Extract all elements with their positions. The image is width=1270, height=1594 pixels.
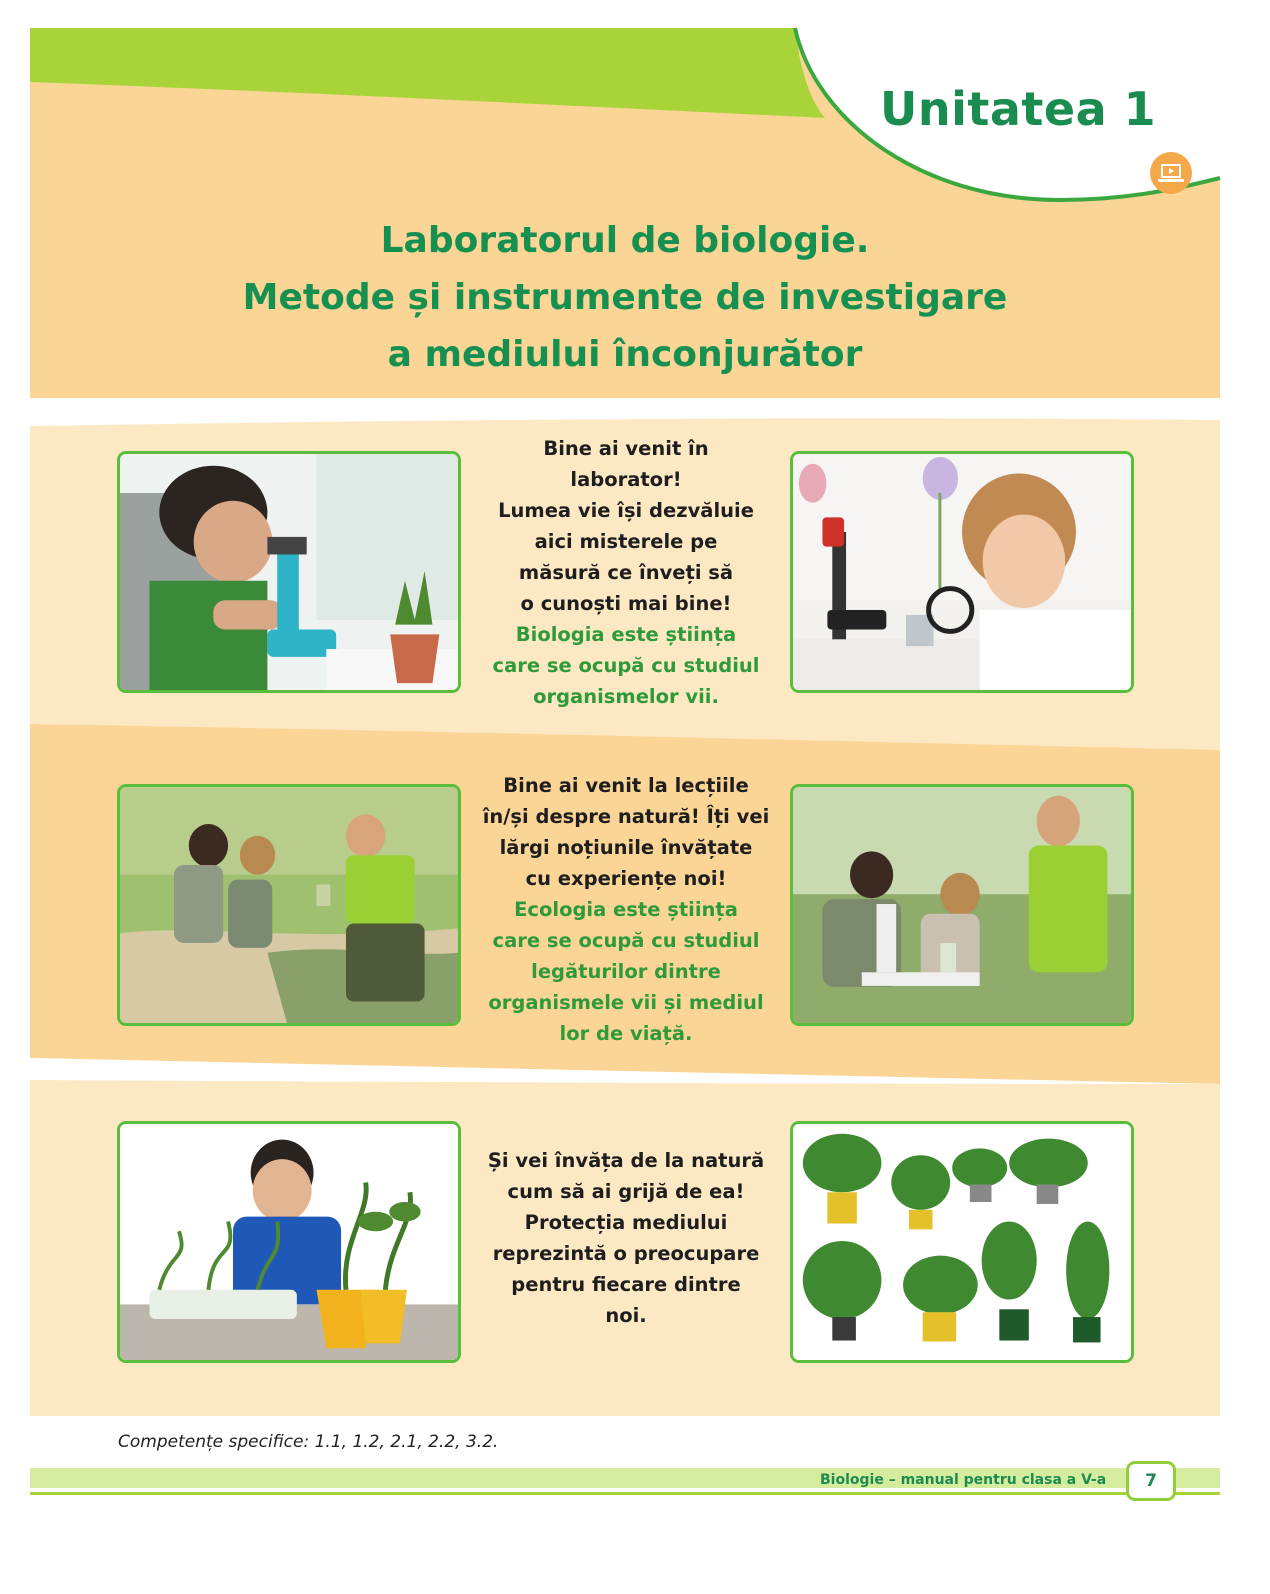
children-teacher-pond-photo [117,784,461,1026]
page-number: 7 [1126,1461,1176,1501]
laptop-icon[interactable] [1150,152,1192,194]
page-title [150,212,1100,383]
girl-with-magnifier-photo [790,451,1134,693]
boy-with-sprouts-photo [117,1121,461,1363]
book-title: Biologie – manual pentru clasa a V-a [820,1472,1107,1488]
title-line-2: Metode și instrumente de investigare [242,277,1008,318]
unit-title: Unitatea 1 [880,82,1157,136]
boy-with-microscope-photo [117,451,461,693]
potted-plants-photo [790,1121,1134,1363]
intro-text-3: Și vei învăța de la natură cum să ai grijă de ea! Protecția mediului reprezintă o preocupare pentru fiecare dintre noi. [487,1149,765,1327]
children-microscope-outdoor-photo [790,784,1134,1026]
intro-text-1: Bine ai venit în laborator! Lumea vie își dezvăluie aici misterele pe măsură ce înveți să o cunoști mai bine! Biologia este știința care se ocupă cu studiul organismelor vii. [492,437,760,708]
title-line-1: Laboratorul de biologie. [380,220,870,261]
intro-text-2: Bine ai venit la lecțiile în/și despre natură! Îți vei lărgi noțiunile învățate cu experiențe noi! Ecologia este știința care se ocupă cu studiul legăturilor dintre organismele vii și mediul lor de viață. [482,774,770,1045]
specific-competences: Competențe specifice: 1.1, 1.2, 2.1, 2.2, 3.2. [118,1432,499,1452]
title-line-3: a mediului înconjurător [387,334,863,375]
